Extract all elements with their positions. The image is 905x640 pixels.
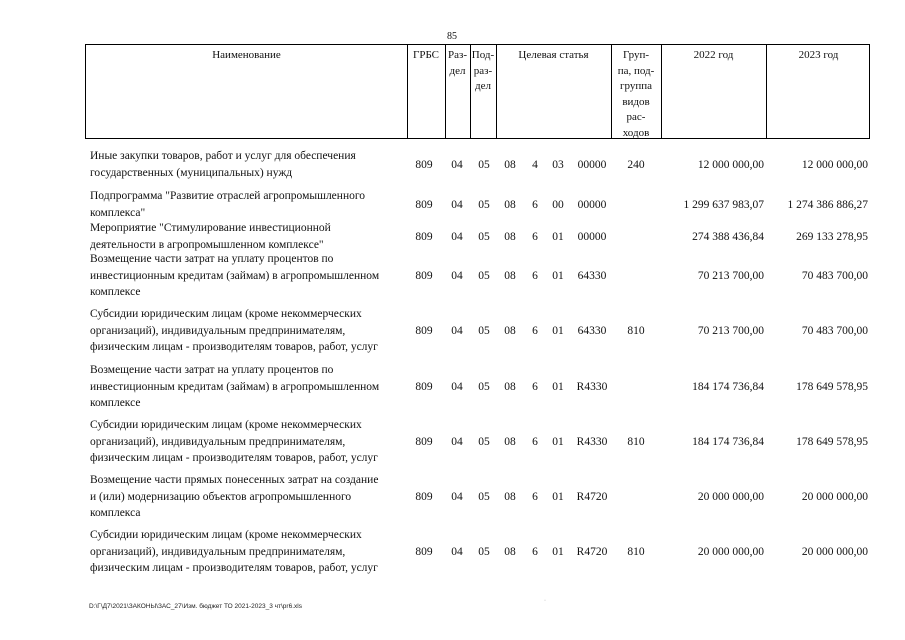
table-row xyxy=(0,527,905,577)
cell-grbs: 809 xyxy=(415,230,433,243)
table-row xyxy=(0,472,905,522)
cell-cs4: 00000 xyxy=(577,198,607,211)
cell-cs1: 08 xyxy=(504,490,516,503)
cell-cs2: 6 xyxy=(532,198,538,211)
header-2023: 2023 год xyxy=(798,49,839,61)
cell-v2022: 1 299 637 983,07 xyxy=(683,198,764,211)
cell-pr: 05 xyxy=(478,490,490,503)
scan-mark: · xyxy=(544,598,546,604)
cell-grbs: 809 xyxy=(415,490,433,503)
cell-rz: 04 xyxy=(451,269,463,282)
cell-grbs: 809 xyxy=(415,545,433,558)
cell-pr: 05 xyxy=(478,435,490,448)
cell-rz: 04 xyxy=(451,324,463,337)
cell-rz: 04 xyxy=(451,198,463,211)
table-row xyxy=(0,306,905,356)
cell-pr: 05 xyxy=(478,380,490,393)
cell-vr: 810 xyxy=(627,324,645,337)
cell-vr: 810 xyxy=(627,435,645,448)
cell-v2023: 20 000 000,00 xyxy=(801,545,868,558)
cell-grbs: 809 xyxy=(415,198,433,211)
table-row xyxy=(0,417,905,467)
row-name: Субсидии юридическим лицам (кроме некоммерческих организаций), индивидуальным предпринимателям, физическим лицам - производителям товаров, работ, услуг xyxy=(90,529,378,574)
cell-cs2: 6 xyxy=(532,435,538,448)
cell-cs3: 01 xyxy=(552,380,564,393)
cell-cs4: R4330 xyxy=(576,435,608,448)
cell-cs3: 01 xyxy=(552,230,564,243)
cell-cs4: 00000 xyxy=(577,230,607,243)
row-name: Подпрограмма "Развитие отраслей агропромышленного комплекса" xyxy=(90,190,366,219)
cell-cs3: 00 xyxy=(552,198,564,211)
cell-cs1: 08 xyxy=(504,545,516,558)
cell-cs1: 08 xyxy=(504,380,516,393)
cell-v2022: 184 174 736,84 xyxy=(692,435,764,448)
cell-cs2: 6 xyxy=(532,490,538,503)
cell-v2022: 20 000 000,00 xyxy=(697,545,764,558)
header-podrazdel: Под- раз- дел xyxy=(471,49,495,92)
cell-v2023: 1 274 386 886,27 xyxy=(787,198,868,211)
cell-cs1: 08 xyxy=(504,158,516,171)
cell-v2023: 70 483 700,00 xyxy=(801,269,868,282)
cell-cs1: 08 xyxy=(504,324,516,337)
cell-v2023: 178 649 578,95 xyxy=(796,380,868,393)
row-name: Субсидии юридическим лицам (кроме некоммерческих организаций), индивидуальным предпринимателям, физическим лицам - производителям товаров, работ, услуг xyxy=(90,308,378,353)
table-row xyxy=(0,188,905,221)
header-gruppa-vidov-raskhodov: Груп- па, под- группа видов рас- ходов xyxy=(617,49,655,139)
cell-cs1: 08 xyxy=(504,435,516,448)
cell-cs3: 01 xyxy=(552,490,564,503)
cell-rz: 04 xyxy=(451,380,463,393)
cell-cs2: 6 xyxy=(532,545,538,558)
header-celevaya-statya: Целевая статья xyxy=(518,49,589,61)
table-row xyxy=(0,148,905,181)
cell-cs3: 01 xyxy=(552,269,564,282)
cell-v2023: 70 483 700,00 xyxy=(801,324,868,337)
cell-grbs: 809 xyxy=(415,380,433,393)
row-name: Возмещение части затрат на уплату процентов по инвестиционным кредитам (займам) в агропромышленном комплексе xyxy=(90,253,380,298)
cell-grbs: 809 xyxy=(415,324,433,337)
cell-cs3: 03 xyxy=(552,158,564,171)
cell-cs4: R4720 xyxy=(576,490,608,503)
table-header xyxy=(85,44,870,139)
header-grbs: ГРБС xyxy=(412,49,440,61)
cell-pr: 05 xyxy=(478,324,490,337)
cell-cs4: 64330 xyxy=(577,269,607,282)
cell-rz: 04 xyxy=(451,230,463,243)
row-name: Мероприятие "Стимулирование инвестиционной деятельности в агропромышленном комплексе" xyxy=(90,222,331,251)
cell-cs4: 64330 xyxy=(577,324,607,337)
cell-v2023: 20 000 000,00 xyxy=(801,490,868,503)
row-name: Иные закупки товаров, работ и услуг для обеспечения государственных (муниципальных) нужд xyxy=(90,150,356,179)
cell-cs2: 6 xyxy=(532,269,538,282)
cell-cs3: 01 xyxy=(552,324,564,337)
page-number: 85 xyxy=(447,31,457,42)
cell-pr: 05 xyxy=(478,158,490,171)
row-name: Субсидии юридическим лицам (кроме некоммерческих организаций), индивидуальным предпринимателям, физическим лицам - производителям товаров, работ, услуг xyxy=(90,419,378,464)
row-name: Возмещение части прямых понесенных затрат на создание и (или) модернизацию объектов агропромышленного комплекса xyxy=(90,474,379,519)
cell-grbs: 809 xyxy=(415,158,433,171)
cell-cs3: 01 xyxy=(552,435,564,448)
cell-v2023: 178 649 578,95 xyxy=(796,435,868,448)
cell-cs3: 01 xyxy=(552,545,564,558)
cell-cs2: 6 xyxy=(532,324,538,337)
row-name: Возмещение части затрат на уплату процентов по инвестиционным кредитам (займам) в агропромышленном комплексе xyxy=(90,364,380,409)
cell-cs1: 08 xyxy=(504,198,516,211)
cell-rz: 04 xyxy=(451,490,463,503)
table-row xyxy=(0,251,905,301)
cell-cs1: 08 xyxy=(504,269,516,282)
cell-v2022: 70 213 700,00 xyxy=(697,324,764,337)
cell-v2023: 12 000 000,00 xyxy=(801,158,868,171)
cell-pr: 05 xyxy=(478,545,490,558)
table-row xyxy=(0,220,905,253)
cell-cs4: R4720 xyxy=(576,545,608,558)
cell-cs4: R4330 xyxy=(576,380,608,393)
cell-grbs: 809 xyxy=(415,269,433,282)
header-razdel: Раз- дел xyxy=(447,49,467,77)
file-path-footer: D:\Г\Д7\2021\ЗАКОНЫ\ЗАС_27\Изм. бюджет ТО 2021-2023_3 чт\pr6.xls xyxy=(89,603,302,610)
cell-rz: 04 xyxy=(451,545,463,558)
cell-v2023: 269 133 278,95 xyxy=(796,230,868,243)
cell-rz: 04 xyxy=(451,158,463,171)
cell-vr: 810 xyxy=(627,545,645,558)
table-row xyxy=(0,362,905,412)
cell-v2022: 184 174 736,84 xyxy=(692,380,764,393)
cell-pr: 05 xyxy=(478,269,490,282)
cell-cs2: 6 xyxy=(532,230,538,243)
cell-v2022: 274 388 436,84 xyxy=(692,230,764,243)
cell-v2022: 20 000 000,00 xyxy=(697,490,764,503)
header-2022: 2022 год xyxy=(693,49,734,61)
cell-cs4: 00000 xyxy=(577,158,607,171)
cell-grbs: 809 xyxy=(415,435,433,448)
header-name: Наименование xyxy=(212,49,281,61)
cell-cs2: 4 xyxy=(532,158,538,171)
cell-v2022: 70 213 700,00 xyxy=(697,269,764,282)
cell-cs2: 6 xyxy=(532,380,538,393)
cell-rz: 04 xyxy=(451,435,463,448)
cell-pr: 05 xyxy=(478,230,490,243)
cell-v2022: 12 000 000,00 xyxy=(697,158,764,171)
cell-cs1: 08 xyxy=(504,230,516,243)
cell-vr: 240 xyxy=(627,158,645,171)
cell-pr: 05 xyxy=(478,198,490,211)
